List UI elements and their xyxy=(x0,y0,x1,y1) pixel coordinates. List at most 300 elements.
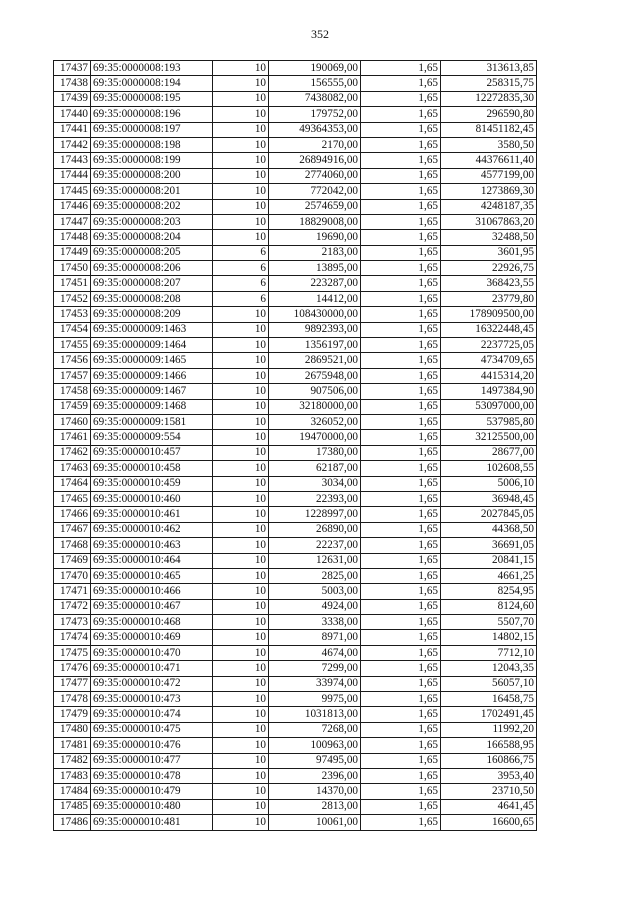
coefficient: 10 xyxy=(213,707,269,722)
rate-value: 1,65 xyxy=(361,214,441,229)
row-number: 17454 xyxy=(54,322,91,337)
row-number: 17461 xyxy=(54,430,91,445)
row-number: 17441 xyxy=(54,122,91,137)
cadastral-number: 69:35:0000010:473 xyxy=(91,692,213,707)
coefficient: 10 xyxy=(213,153,269,168)
table-row xyxy=(54,799,537,814)
table-row xyxy=(54,168,537,183)
table-row xyxy=(54,322,537,337)
sum-value: 32488,50 xyxy=(441,230,537,245)
area-value: 108430000,00 xyxy=(269,307,361,322)
row-number: 17455 xyxy=(54,338,91,353)
table-row xyxy=(54,291,537,306)
coefficient: 10 xyxy=(213,799,269,814)
rate-value: 1,65 xyxy=(361,430,441,445)
cadastral-number: 69:35:0000010:458 xyxy=(91,461,213,476)
row-number: 17458 xyxy=(54,384,91,399)
sum-value: 313613,85 xyxy=(441,61,537,76)
table-row xyxy=(54,384,537,399)
rate-value: 1,65 xyxy=(361,553,441,568)
table-row xyxy=(54,522,537,537)
coefficient: 10 xyxy=(213,445,269,460)
area-value: 1356197,00 xyxy=(269,338,361,353)
row-number: 17442 xyxy=(54,137,91,152)
sum-value: 4734709,65 xyxy=(441,353,537,368)
cadastral-table xyxy=(53,60,537,831)
row-number: 17484 xyxy=(54,784,91,799)
table-row xyxy=(54,245,537,260)
area-value: 14412,00 xyxy=(269,291,361,306)
coefficient: 10 xyxy=(213,768,269,783)
rate-value: 1,65 xyxy=(361,399,441,414)
row-number: 17476 xyxy=(54,661,91,676)
table-row xyxy=(54,768,537,783)
sum-value: 178909500,00 xyxy=(441,307,537,322)
row-number: 17440 xyxy=(54,107,91,122)
row-number: 17449 xyxy=(54,245,91,260)
area-value: 26890,00 xyxy=(269,522,361,537)
area-value: 7438082,00 xyxy=(269,91,361,106)
area-value: 9975,00 xyxy=(269,692,361,707)
coefficient: 10 xyxy=(213,815,269,830)
table-row xyxy=(54,615,537,630)
table-row xyxy=(54,645,537,660)
table-row xyxy=(54,430,537,445)
coefficient: 10 xyxy=(213,430,269,445)
coefficient: 10 xyxy=(213,61,269,76)
row-number: 17444 xyxy=(54,168,91,183)
rate-value: 1,65 xyxy=(361,768,441,783)
row-number: 17481 xyxy=(54,738,91,753)
table-row xyxy=(54,661,537,676)
coefficient: 10 xyxy=(213,107,269,122)
cadastral-number: 69:35:0000008:195 xyxy=(91,91,213,106)
cadastral-number: 69:35:0000010:472 xyxy=(91,676,213,691)
cadastral-number: 69:35:0000010:457 xyxy=(91,445,213,460)
table-row xyxy=(54,461,537,476)
area-value: 2170,00 xyxy=(269,137,361,152)
cadastral-number: 69:35:0000010:465 xyxy=(91,568,213,583)
rate-value: 1,65 xyxy=(361,799,441,814)
rate-value: 1,65 xyxy=(361,661,441,676)
sum-value: 368423,55 xyxy=(441,276,537,291)
rate-value: 1,65 xyxy=(361,384,441,399)
table-row xyxy=(54,476,537,491)
sum-value: 14802,15 xyxy=(441,630,537,645)
area-value: 907506,00 xyxy=(269,384,361,399)
coefficient: 10 xyxy=(213,568,269,583)
table-row xyxy=(54,122,537,137)
coefficient: 6 xyxy=(213,261,269,276)
table-row xyxy=(54,753,537,768)
rate-value: 1,65 xyxy=(361,722,441,737)
sum-value: 537985,80 xyxy=(441,414,537,429)
area-value: 223287,00 xyxy=(269,276,361,291)
area-value: 8971,00 xyxy=(269,630,361,645)
area-value: 32180000,00 xyxy=(269,399,361,414)
area-value: 772042,00 xyxy=(269,184,361,199)
table-row xyxy=(54,676,537,691)
rate-value: 1,65 xyxy=(361,599,441,614)
rate-value: 1,65 xyxy=(361,645,441,660)
sum-value: 3580,50 xyxy=(441,137,537,152)
sum-value: 23710,50 xyxy=(441,784,537,799)
coefficient: 10 xyxy=(213,338,269,353)
area-value: 22393,00 xyxy=(269,491,361,506)
area-value: 62187,00 xyxy=(269,461,361,476)
rate-value: 1,65 xyxy=(361,353,441,368)
cadastral-number: 69:35:0000009:554 xyxy=(91,430,213,445)
coefficient: 10 xyxy=(213,461,269,476)
sum-value: 296590,80 xyxy=(441,107,537,122)
sum-value: 7712,10 xyxy=(441,645,537,660)
area-value: 1031813,00 xyxy=(269,707,361,722)
table-row xyxy=(54,261,537,276)
coefficient: 10 xyxy=(213,353,269,368)
row-number: 17453 xyxy=(54,307,91,322)
area-value: 2675948,00 xyxy=(269,368,361,383)
sum-value: 81451182,45 xyxy=(441,122,537,137)
rate-value: 1,65 xyxy=(361,784,441,799)
sum-value: 258315,75 xyxy=(441,76,537,91)
sum-value: 12272835,30 xyxy=(441,91,537,106)
cadastral-number: 69:35:0000010:474 xyxy=(91,707,213,722)
table-row xyxy=(54,399,537,414)
rate-value: 1,65 xyxy=(361,245,441,260)
coefficient: 10 xyxy=(213,368,269,383)
cadastral-number: 69:35:0000010:479 xyxy=(91,784,213,799)
cadastral-number: 69:35:0000010:471 xyxy=(91,661,213,676)
cadastral-number: 69:35:0000010:462 xyxy=(91,522,213,537)
cadastral-number: 69:35:0000010:478 xyxy=(91,768,213,783)
sum-value: 1497384,90 xyxy=(441,384,537,399)
coefficient: 10 xyxy=(213,230,269,245)
table-row xyxy=(54,184,537,199)
area-value: 9892393,00 xyxy=(269,322,361,337)
area-value: 5003,00 xyxy=(269,584,361,599)
sum-value: 32125500,00 xyxy=(441,430,537,445)
coefficient: 10 xyxy=(213,553,269,568)
cadastral-number: 69:35:0000008:205 xyxy=(91,245,213,260)
area-value: 22237,00 xyxy=(269,538,361,553)
area-value: 4674,00 xyxy=(269,645,361,660)
rate-value: 1,65 xyxy=(361,261,441,276)
area-value: 12631,00 xyxy=(269,553,361,568)
coefficient: 10 xyxy=(213,722,269,737)
table-row xyxy=(54,107,537,122)
area-value: 2869521,00 xyxy=(269,353,361,368)
row-number: 17475 xyxy=(54,645,91,660)
sum-value: 16322448,45 xyxy=(441,322,537,337)
cadastral-number: 69:35:0000008:193 xyxy=(91,61,213,76)
coefficient: 10 xyxy=(213,91,269,106)
row-number: 17468 xyxy=(54,538,91,553)
cadastral-number: 69:35:0000008:194 xyxy=(91,76,213,91)
sum-value: 20841,15 xyxy=(441,553,537,568)
table-row xyxy=(54,307,537,322)
row-number: 17460 xyxy=(54,414,91,429)
cadastral-number: 69:35:0000008:203 xyxy=(91,214,213,229)
area-value: 2396,00 xyxy=(269,768,361,783)
coefficient: 10 xyxy=(213,476,269,491)
sum-value: 4577199,00 xyxy=(441,168,537,183)
rate-value: 1,65 xyxy=(361,568,441,583)
coefficient: 10 xyxy=(213,630,269,645)
coefficient: 10 xyxy=(213,615,269,630)
table-row xyxy=(54,815,537,830)
area-value: 10061,00 xyxy=(269,815,361,830)
coefficient: 10 xyxy=(213,584,269,599)
row-number: 17462 xyxy=(54,445,91,460)
coefficient: 10 xyxy=(213,753,269,768)
sum-value: 11992,20 xyxy=(441,722,537,737)
cadastral-number: 69:35:0000010:466 xyxy=(91,584,213,599)
sum-value: 16458,75 xyxy=(441,692,537,707)
table-row xyxy=(54,61,537,76)
rate-value: 1,65 xyxy=(361,338,441,353)
area-value: 2825,00 xyxy=(269,568,361,583)
area-value: 14370,00 xyxy=(269,784,361,799)
row-number: 17448 xyxy=(54,230,91,245)
area-value: 3034,00 xyxy=(269,476,361,491)
table-row xyxy=(54,692,537,707)
sum-value: 22926,75 xyxy=(441,261,537,276)
sum-value: 4415314,20 xyxy=(441,368,537,383)
sum-value: 3953,40 xyxy=(441,768,537,783)
cadastral-number: 69:35:0000010:481 xyxy=(91,815,213,830)
cadastral-number: 69:35:0000010:461 xyxy=(91,507,213,522)
sum-value: 2237725,05 xyxy=(441,338,537,353)
cadastral-number: 69:35:0000008:206 xyxy=(91,261,213,276)
cadastral-number: 69:35:0000008:196 xyxy=(91,107,213,122)
table-row xyxy=(54,599,537,614)
area-value: 156555,00 xyxy=(269,76,361,91)
cadastral-number: 69:35:0000008:207 xyxy=(91,276,213,291)
coefficient: 10 xyxy=(213,322,269,337)
table-row xyxy=(54,153,537,168)
area-value: 2813,00 xyxy=(269,799,361,814)
sum-value: 1273869,30 xyxy=(441,184,537,199)
row-number: 17471 xyxy=(54,584,91,599)
table-body xyxy=(54,61,537,831)
rate-value: 1,65 xyxy=(361,491,441,506)
area-value: 7299,00 xyxy=(269,661,361,676)
area-value: 33974,00 xyxy=(269,676,361,691)
cadastral-number: 69:35:0000010:460 xyxy=(91,491,213,506)
coefficient: 10 xyxy=(213,399,269,414)
table-row xyxy=(54,491,537,506)
sum-value: 4248187,35 xyxy=(441,199,537,214)
cadastral-number: 69:35:0000010:470 xyxy=(91,645,213,660)
coefficient: 10 xyxy=(213,661,269,676)
table-row xyxy=(54,784,537,799)
rate-value: 1,65 xyxy=(361,61,441,76)
coefficient: 10 xyxy=(213,214,269,229)
cadastral-number: 69:35:0000009:1467 xyxy=(91,384,213,399)
sum-value: 166588,95 xyxy=(441,738,537,753)
row-number: 17478 xyxy=(54,692,91,707)
coefficient: 10 xyxy=(213,122,269,137)
sum-value: 28677,00 xyxy=(441,445,537,460)
sum-value: 3601,95 xyxy=(441,245,537,260)
coefficient: 10 xyxy=(213,414,269,429)
rate-value: 1,65 xyxy=(361,522,441,537)
row-number: 17480 xyxy=(54,722,91,737)
row-number: 17470 xyxy=(54,568,91,583)
area-value: 190069,00 xyxy=(269,61,361,76)
area-value: 4924,00 xyxy=(269,599,361,614)
sum-value: 56057,10 xyxy=(441,676,537,691)
sum-value: 2027845,05 xyxy=(441,507,537,522)
rate-value: 1,65 xyxy=(361,122,441,137)
cadastral-number: 69:35:0000010:468 xyxy=(91,615,213,630)
cadastral-number: 69:35:0000009:1581 xyxy=(91,414,213,429)
table-row xyxy=(54,538,537,553)
row-number: 17485 xyxy=(54,799,91,814)
area-value: 2774060,00 xyxy=(269,168,361,183)
area-value: 1228997,00 xyxy=(269,507,361,522)
area-value: 17380,00 xyxy=(269,445,361,460)
table-row xyxy=(54,368,537,383)
table-row xyxy=(54,445,537,460)
row-number: 17474 xyxy=(54,630,91,645)
table-row xyxy=(54,76,537,91)
area-value: 2183,00 xyxy=(269,245,361,260)
row-number: 17447 xyxy=(54,214,91,229)
page-number: 352 xyxy=(311,27,329,41)
row-number: 17457 xyxy=(54,368,91,383)
coefficient: 10 xyxy=(213,199,269,214)
rate-value: 1,65 xyxy=(361,461,441,476)
area-value: 19470000,00 xyxy=(269,430,361,445)
cadastral-number: 69:35:0000009:1463 xyxy=(91,322,213,337)
cadastral-number: 69:35:0000010:476 xyxy=(91,738,213,753)
sum-value: 102608,55 xyxy=(441,461,537,476)
rate-value: 1,65 xyxy=(361,368,441,383)
row-number: 17450 xyxy=(54,261,91,276)
row-number: 17467 xyxy=(54,522,91,537)
rate-value: 1,65 xyxy=(361,322,441,337)
area-value: 18829008,00 xyxy=(269,214,361,229)
coefficient: 10 xyxy=(213,538,269,553)
row-number: 17459 xyxy=(54,399,91,414)
row-number: 17466 xyxy=(54,507,91,522)
cadastral-number: 69:35:0000010:480 xyxy=(91,799,213,814)
row-number: 17437 xyxy=(54,61,91,76)
cadastral-number: 69:35:0000009:1468 xyxy=(91,399,213,414)
sum-value: 1702491,45 xyxy=(441,707,537,722)
area-value: 2574659,00 xyxy=(269,199,361,214)
cadastral-number: 69:35:0000009:1465 xyxy=(91,353,213,368)
cadastral-number: 69:35:0000008:198 xyxy=(91,137,213,152)
area-value: 326052,00 xyxy=(269,414,361,429)
coefficient: 6 xyxy=(213,245,269,260)
area-value: 13895,00 xyxy=(269,261,361,276)
table-row xyxy=(54,199,537,214)
table-row xyxy=(54,137,537,152)
area-value: 3338,00 xyxy=(269,615,361,630)
row-number: 17446 xyxy=(54,199,91,214)
cadastral-number: 69:35:0000008:197 xyxy=(91,122,213,137)
table-row xyxy=(54,214,537,229)
rate-value: 1,65 xyxy=(361,584,441,599)
coefficient: 10 xyxy=(213,507,269,522)
coefficient: 10 xyxy=(213,599,269,614)
row-number: 17469 xyxy=(54,553,91,568)
row-number: 17482 xyxy=(54,753,91,768)
cadastral-number: 69:35:0000010:463 xyxy=(91,538,213,553)
table-row xyxy=(54,353,537,368)
sum-value: 5006,10 xyxy=(441,476,537,491)
coefficient: 10 xyxy=(213,676,269,691)
row-number: 17464 xyxy=(54,476,91,491)
rate-value: 1,65 xyxy=(361,538,441,553)
row-number: 17483 xyxy=(54,768,91,783)
table-row xyxy=(54,338,537,353)
row-number: 17463 xyxy=(54,461,91,476)
row-number: 17443 xyxy=(54,153,91,168)
coefficient: 10 xyxy=(213,692,269,707)
row-number: 17477 xyxy=(54,676,91,691)
coefficient: 10 xyxy=(213,491,269,506)
rate-value: 1,65 xyxy=(361,153,441,168)
sum-value: 12043,35 xyxy=(441,661,537,676)
table-row xyxy=(54,276,537,291)
sum-value: 16600,65 xyxy=(441,815,537,830)
cadastral-number: 69:35:0000008:208 xyxy=(91,291,213,306)
coefficient: 10 xyxy=(213,137,269,152)
row-number: 17465 xyxy=(54,491,91,506)
rate-value: 1,65 xyxy=(361,676,441,691)
rate-value: 1,65 xyxy=(361,291,441,306)
cadastral-number: 69:35:0000010:459 xyxy=(91,476,213,491)
table-row xyxy=(54,722,537,737)
coefficient: 10 xyxy=(213,168,269,183)
rate-value: 1,65 xyxy=(361,91,441,106)
cadastral-number: 69:35:0000010:469 xyxy=(91,630,213,645)
area-value: 49364353,00 xyxy=(269,122,361,137)
table-row xyxy=(54,91,537,106)
rate-value: 1,65 xyxy=(361,414,441,429)
area-value: 7268,00 xyxy=(269,722,361,737)
area-value: 19690,00 xyxy=(269,230,361,245)
rate-value: 1,65 xyxy=(361,445,441,460)
row-number: 17472 xyxy=(54,599,91,614)
rate-value: 1,65 xyxy=(361,230,441,245)
rate-value: 1,65 xyxy=(361,107,441,122)
sum-value: 5507,70 xyxy=(441,615,537,630)
rate-value: 1,65 xyxy=(361,137,441,152)
row-number: 17452 xyxy=(54,291,91,306)
sum-value: 44376611,40 xyxy=(441,153,537,168)
rate-value: 1,65 xyxy=(361,738,441,753)
sum-value: 8124,60 xyxy=(441,599,537,614)
rate-value: 1,65 xyxy=(361,199,441,214)
cadastral-number: 69:35:0000010:464 xyxy=(91,553,213,568)
cadastral-number: 69:35:0000008:199 xyxy=(91,153,213,168)
area-value: 97495,00 xyxy=(269,753,361,768)
coefficient: 10 xyxy=(213,738,269,753)
coefficient: 10 xyxy=(213,76,269,91)
coefficient: 6 xyxy=(213,291,269,306)
sum-value: 8254,95 xyxy=(441,584,537,599)
sum-value: 4661,25 xyxy=(441,568,537,583)
sum-value: 31067863,20 xyxy=(441,214,537,229)
sum-value: 53097000,00 xyxy=(441,399,537,414)
sum-value: 4641,45 xyxy=(441,799,537,814)
row-number: 17479 xyxy=(54,707,91,722)
rate-value: 1,65 xyxy=(361,184,441,199)
